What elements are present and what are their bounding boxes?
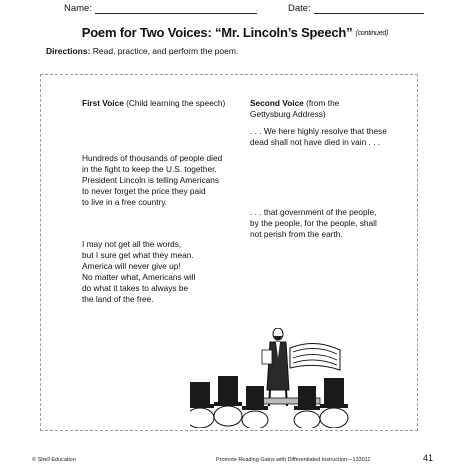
first-voice-stanza-1 — [82, 153, 222, 208]
poem-line: by the people, for the people, shall — [250, 218, 377, 228]
footer-book-title: Promote Reading Gains with Differentiated Instruction—133011 — [216, 457, 371, 463]
poem-line: do what it takes to always be — [82, 283, 189, 293]
poem-line: No matter what, Americans will — [82, 272, 196, 282]
poem-line: I may not get all the words, — [82, 239, 182, 249]
poem-line: to live in a free country. — [82, 197, 168, 207]
directions-label: Directions: — [46, 46, 91, 56]
footer-publisher: © Shell Education — [32, 457, 76, 463]
poem-line: dead shall not have died in vain . . . — [250, 137, 381, 147]
directions-text: Read, practice, and perform the poem. — [90, 46, 239, 56]
date-label: Date: — [288, 3, 311, 14]
poem-line: America will never give up! — [82, 261, 181, 271]
poem-line: Hundreds of thousands of people died — [82, 153, 223, 163]
first-voice-stanza-2 — [82, 239, 195, 305]
header-row — [12, 3, 458, 15]
poem-line: . . . We here highly resolve that these — [250, 126, 387, 136]
name-label: Name: — [64, 3, 92, 14]
first-voice-heading-rest: (Child learning the speech) — [123, 98, 226, 108]
poem-line: President Lincoln is telling Americans — [82, 175, 219, 185]
title-continued: (continued) — [355, 30, 389, 38]
second-voice-heading-rest: (from the — [303, 98, 340, 108]
bunting-decoration — [290, 343, 340, 370]
second-voice-heading-bold: Second Voice — [250, 98, 304, 108]
name-line — [95, 4, 257, 14]
date-line — [314, 4, 424, 14]
second-voice-stanza-2 — [250, 207, 377, 240]
poem-line: the land of the free. — [82, 294, 154, 304]
poem-line: to never forget the price they paid — [82, 186, 206, 196]
poem-line: not perish from the earth. — [250, 229, 343, 239]
directions — [46, 46, 238, 56]
first-voice-heading — [82, 98, 225, 109]
lincoln-figure — [262, 328, 289, 406]
second-voice-stanza-1 — [250, 126, 387, 148]
second-voice-heading-line2: Gettysburg Address) — [250, 109, 326, 119]
name-field — [64, 3, 257, 14]
second-voice-heading — [250, 98, 339, 120]
page-title — [0, 25, 470, 40]
date-field — [288, 3, 424, 14]
poem-line: but I sure get what they mean. — [82, 250, 194, 260]
title-main: Poem for Two Voices: “Mr. Lincoln’s Speech” — [81, 25, 353, 40]
lincoln-speech-illustration — [190, 328, 360, 428]
page-number: 41 — [423, 453, 434, 463]
poem-line: in the fight to keep the U.S. together. — [82, 164, 217, 174]
first-voice-heading-bold: First Voice — [82, 98, 124, 108]
poem-line: . . . that government of the people, — [250, 207, 377, 217]
